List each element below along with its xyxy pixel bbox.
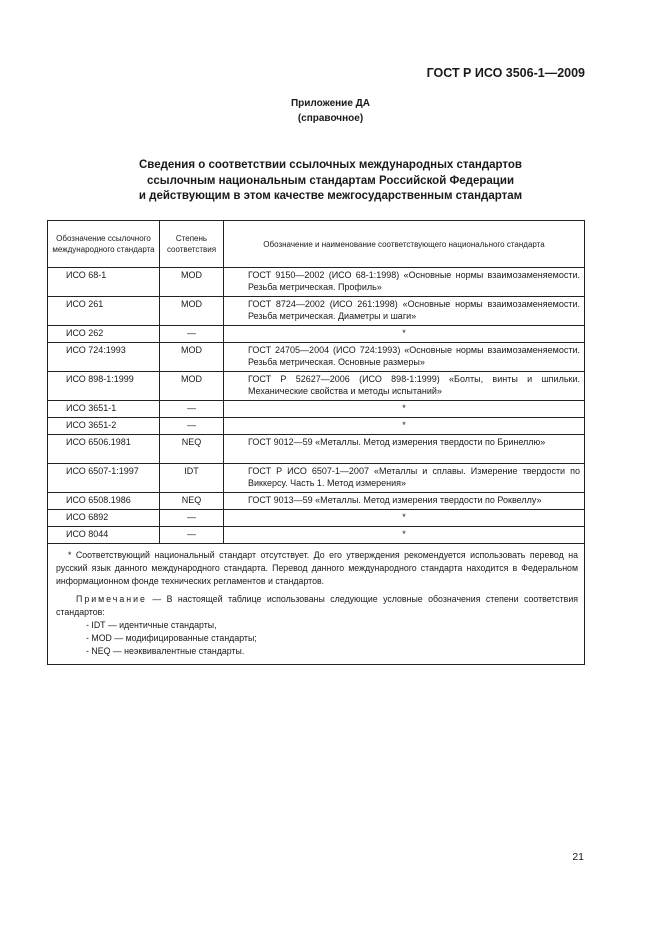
title-line: ссылочным национальным стандартам Российской Федерации [146,174,515,187]
table-row [48,464,585,493]
column-header-reference: Обозначение ссылочного международного стандарта [48,221,160,268]
degree-cell: NEQ [160,435,224,464]
national-standard-cell [224,343,585,372]
degree-cell: — [160,527,224,544]
column-header-national: Обозначение и наименование соответствующего национального стандарта [224,221,585,268]
note-label: Примечание [76,594,147,604]
national-standard-text: ГОСТ 8724—2002 (ИСО 261:1998) «Основные нормы взаимозаменяемости. Резьба метрическая. Диаметры и шаги» [248,299,580,321]
table-header-row [48,221,585,268]
table-row [48,297,585,326]
reference-cell: ИСО 262 [48,326,160,343]
national-standard-cell: * [224,510,585,527]
national-standard-cell [224,268,585,297]
degree-cell: — [160,401,224,418]
national-standard-text: ГОСТ Р 52627—2006 (ИСО 898-1:1999) «Болты, винты и шпильки. Механические свойства и методы испытаний» [248,374,580,396]
national-standard-cell: * [224,527,585,544]
correspondence-table [47,220,585,665]
reference-cell: ИСО 6892 [48,510,160,527]
reference-cell: ИСО 8044 [48,527,160,544]
national-standard-cell [224,372,585,401]
degree-cell: NEQ [160,493,224,510]
title-line: и действующим в этом качестве межгосударственным стандартам [138,190,523,202]
annex-title: Приложение ДА [290,98,371,109]
reference-cell: ИСО 261 [48,297,160,326]
table-row [48,435,585,464]
annex-subtitle: (справочное) [297,113,364,124]
table-row [48,510,585,527]
table-row [48,401,585,418]
legend-item: - IDT — идентичные стандарты, [86,620,217,630]
legend-item: - NEQ — неэквивалентные стандарты. [86,646,245,656]
national-standard-text: ГОСТ 24705—2004 (ИСО 724:1993) «Основные нормы взаимозаменяемости. Резьба метрическая. Основные размеры» [248,345,580,367]
degree-cell: MOD [160,372,224,401]
table-row [48,527,585,544]
national-standard-cell [224,493,585,510]
degree-cell: MOD [160,268,224,297]
national-standard-text: ГОСТ 9013—59 «Металлы. Метод измерения твердости по Роквеллу» [248,495,542,505]
table-row [48,418,585,435]
national-standard-cell [224,464,585,493]
reference-cell: ИСО 6507-1:1997 [48,464,160,493]
degree-cell: MOD [160,297,224,326]
legend-item: - MOD — модифицированные стандарты; [86,633,257,643]
table-row [48,268,585,297]
national-standard-text: ГОСТ Р ИСО 6507-1—2007 «Металлы и сплавы. Измерение твердости по Виккерсу. Часть 1. Метод измерения» [248,466,580,488]
national-standard-cell: * [224,401,585,418]
footnote: * Соответствующий национальный стандарт отсутствует. До его утверждения рекомендуется использовать перевод на русский язык данного международного стандарта. Перевод данного международного стандарта находится в Федеральном информационном фонде технических регламентов и стандартов. [56,550,578,586]
page-number: 21 [572,851,584,863]
national-standard-text: ГОСТ 9150—2002 (ИСО 68-1:1998) «Основные нормы взаимозаменяемости. Резьба метрическая. Профиль» [248,270,580,292]
reference-cell: ИСО 724:1993 [48,343,160,372]
document-code: ГОСТ Р ИСО 3506-1—2009 [426,66,585,80]
degree-cell: — [160,326,224,343]
degree-cell: IDT [160,464,224,493]
title-line: Сведения о соответствии ссылочных международных стандартов [138,159,522,171]
reference-cell: ИСО 6508.1986 [48,493,160,510]
reference-cell: ИСО 3651-2 [48,418,160,435]
reference-cell: ИСО 3651-1 [48,401,160,418]
degree-cell: — [160,418,224,435]
national-standard-cell [224,297,585,326]
reference-cell: ИСО 6506.1981 [48,435,160,464]
national-standard-text: ГОСТ 9012—59 «Металлы. Метод измерения твердости по Бринеллю» [248,437,546,447]
table-row [48,372,585,401]
note [56,593,578,619]
degree-cell: — [160,510,224,527]
section-title [0,158,661,205]
national-standard-cell: * [224,326,585,343]
table-row [48,343,585,372]
degree-cell: MOD [160,343,224,372]
table-row [48,493,585,510]
note-text: — В настоящей таблице использованы следующие условные обозначения степени соответствия стандартов: [56,594,578,617]
annex-heading [0,96,661,126]
reference-cell: ИСО 68-1 [48,268,160,297]
column-header-degree: Степень соответствия [160,221,224,268]
national-standard-cell [224,435,585,464]
table-row [48,326,585,343]
national-standard-cell: * [224,418,585,435]
reference-cell: ИСО 898-1:1999 [48,372,160,401]
table-footer-row [48,544,585,665]
table-footer [48,544,585,665]
